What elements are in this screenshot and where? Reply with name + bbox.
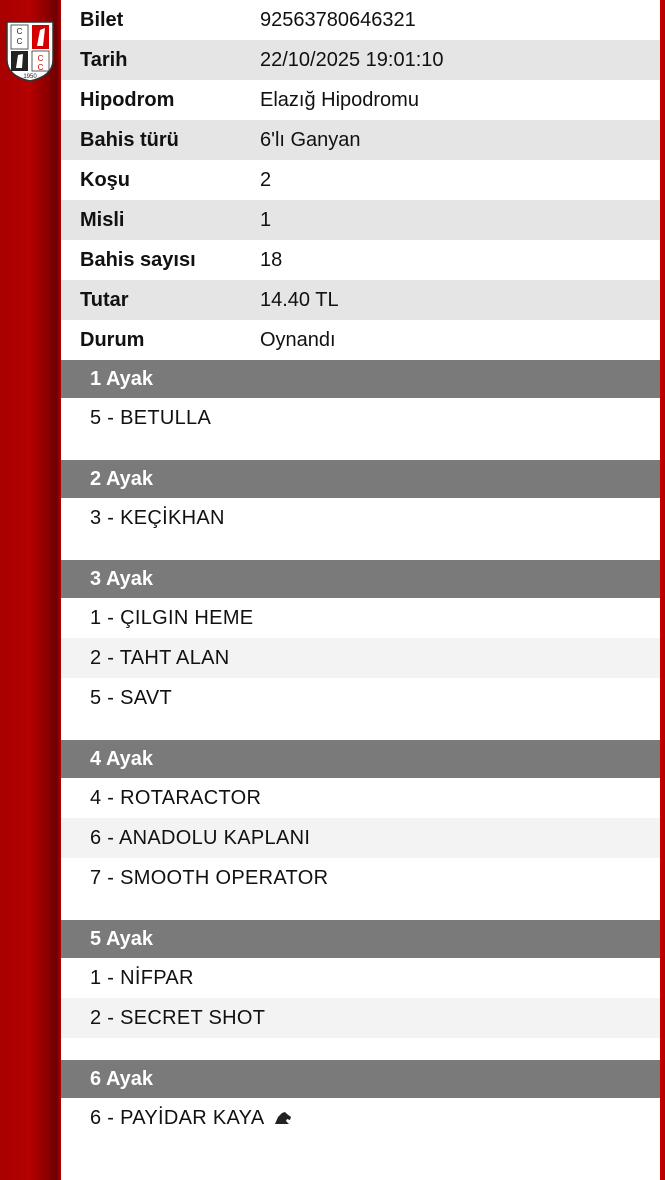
horse-head-icon	[274, 1111, 292, 1125]
leg-runner-list	[61, 1098, 660, 1138]
leg-header[interactable]: 1 Ayak	[61, 360, 660, 398]
ticket-info-value: 1	[260, 208, 272, 231]
runner-label: 6 - ANADOLU KAPLANI	[90, 826, 311, 849]
runner-label: 5 - BETULLA	[90, 406, 212, 429]
runner-item	[61, 678, 660, 718]
right-edge	[660, 0, 665, 1180]
ticket-info-label: Koşu	[80, 168, 130, 191]
leg-spacer	[61, 1038, 660, 1060]
svg-text:1950: 1950	[23, 74, 37, 80]
leg-runner-list	[61, 598, 660, 718]
runner-label: 2 - SECRET SHOT	[90, 1006, 266, 1029]
svg-text:C: C	[16, 27, 23, 36]
runner-label: 3 - KEÇİKHAN	[90, 506, 225, 529]
runner-item	[61, 958, 660, 998]
ticket-info-row	[61, 240, 660, 280]
leg-header[interactable]: 4 Ayak	[61, 740, 660, 778]
ticket-info-value: Oynandı	[260, 328, 336, 351]
ticket-info-row	[61, 320, 660, 360]
runner-item	[61, 998, 660, 1038]
leg-header[interactable]: 5 Ayak	[61, 920, 660, 958]
ticket-info-row	[61, 280, 660, 320]
ticket-info-value: 18	[260, 248, 283, 271]
sidebar	[0, 0, 61, 1180]
ticket-info-value: 6'lı Ganyan	[260, 128, 361, 151]
ticket-info-value: Elazığ Hipodromu	[260, 88, 419, 111]
leg-runner-list	[61, 958, 660, 1038]
leg-runner-list	[61, 398, 660, 438]
runner-label: 5 - SAVT	[90, 686, 173, 709]
leg-header[interactable]: 3 Ayak	[61, 560, 660, 598]
ticket-info-value: 92563780646321	[260, 8, 416, 31]
ticket-info-label: Bilet	[80, 8, 124, 31]
runner-label: 7 - SMOOTH OPERATOR	[90, 866, 329, 889]
runner-item	[61, 818, 660, 858]
runner-item	[61, 858, 660, 898]
ticket-info-row	[61, 40, 660, 80]
legs-list	[61, 360, 660, 1138]
runner-item	[61, 398, 660, 438]
leg-header[interactable]: 2 Ayak	[61, 460, 660, 498]
ticket-info-row	[61, 160, 660, 200]
leg-spacer	[61, 538, 660, 560]
runner-item	[61, 598, 660, 638]
svg-text:C: C	[16, 37, 23, 46]
svg-text:C: C	[37, 54, 44, 63]
runner-label: 6 - PAYİDAR KAYA	[90, 1106, 265, 1129]
runner-item	[61, 498, 660, 538]
runner-item	[61, 638, 660, 678]
ticket-info-row	[61, 0, 660, 40]
ticket-info-row	[61, 120, 660, 160]
leg-spacer	[61, 438, 660, 460]
ticket-info-label: Bahis türü	[80, 128, 179, 151]
runner-label: 1 - ÇILGIN HEME	[90, 606, 254, 629]
ticket-info-value: 22/10/2025 19:01:10	[260, 48, 444, 71]
ticket-panel	[61, 0, 660, 1180]
ticket-info-row	[61, 200, 660, 240]
ticket-info-value: 14.40 TL	[260, 288, 339, 311]
club-logo-icon	[5, 20, 55, 82]
leg-runner-list	[61, 778, 660, 898]
runner-item	[61, 1098, 660, 1138]
ticket-info-row	[61, 80, 660, 120]
leg-runner-list	[61, 498, 660, 538]
ticket-info-label: Bahis sayısı	[80, 248, 196, 271]
ticket-info-table	[61, 0, 660, 360]
ticket-info-label: Tutar	[80, 288, 129, 311]
leg-spacer	[61, 898, 660, 920]
ticket-info-value: 2	[260, 168, 272, 191]
svg-text:C: C	[37, 63, 44, 72]
runner-label: 2 - TAHT ALAN	[90, 646, 230, 669]
ticket-info-label: Tarih	[80, 48, 128, 71]
ticket-info-label: Misli	[80, 208, 125, 231]
leg-spacer	[61, 718, 660, 740]
ticket-info-label: Durum	[80, 328, 145, 351]
runner-item	[61, 778, 660, 818]
leg-header[interactable]: 6 Ayak	[61, 1060, 660, 1098]
runner-label: 4 - ROTARACTOR	[90, 786, 262, 809]
runner-label: 1 - NİFPAR	[90, 966, 194, 989]
ticket-info-label: Hipodrom	[80, 88, 175, 111]
